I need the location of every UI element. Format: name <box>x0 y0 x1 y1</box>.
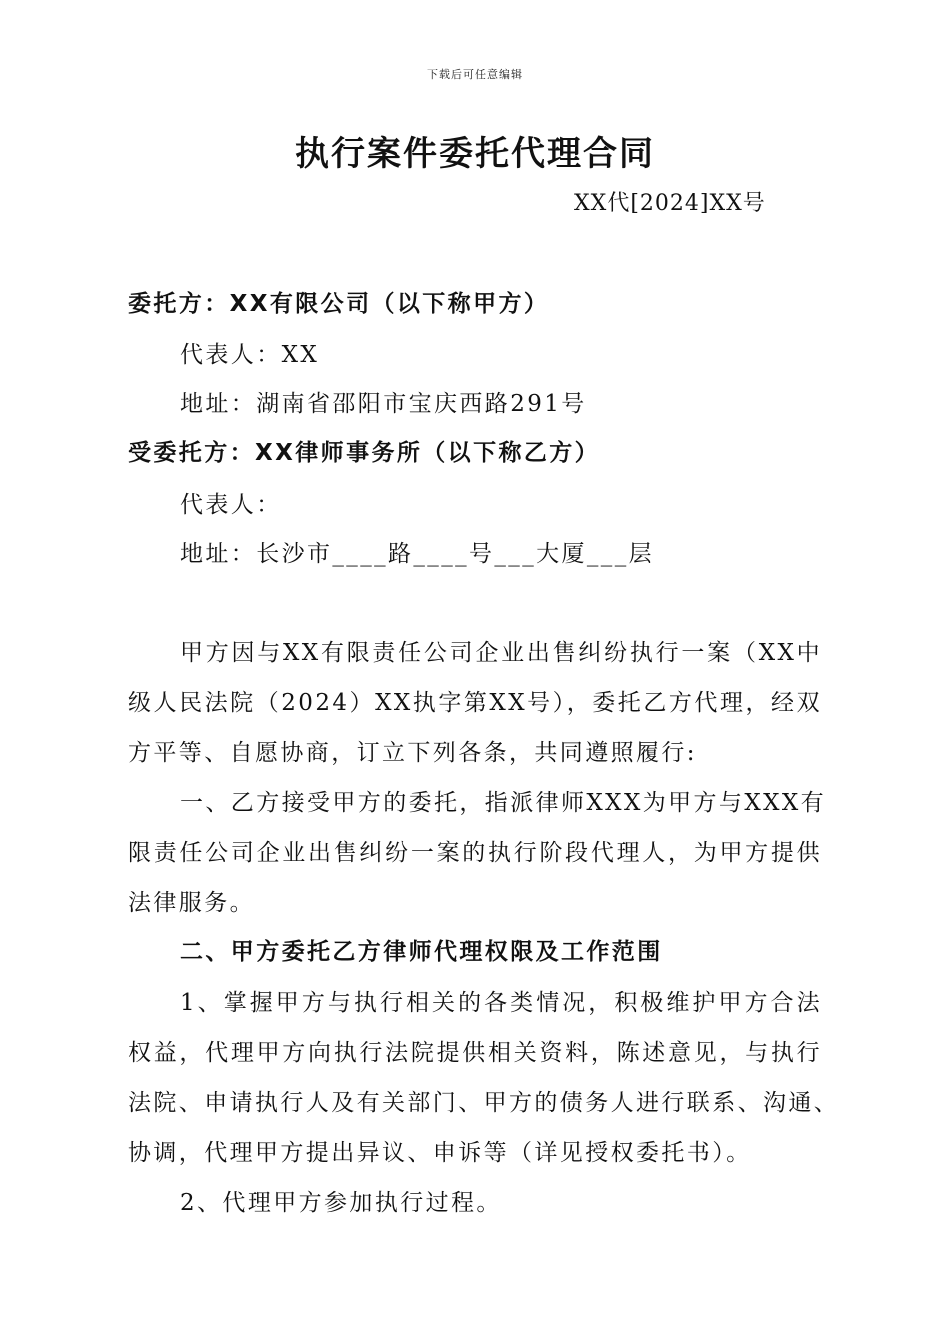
intro-paragraph-line-2: 级人民法院（2024）XX执字第XX号），委托乙方代理，经双 <box>128 690 822 716</box>
article-1-line-2: 限责任公司企业出售纠纷一案的执行阶段代理人，为甲方提供 <box>128 840 822 866</box>
agent-address: 地址：长沙市____路____号___大厦___层 <box>180 541 654 567</box>
agent-representative: 代表人： <box>180 492 282 518</box>
article-2-heading: 二、甲方委托乙方律师代理权限及工作范围 <box>180 939 663 965</box>
header-note: 下载后可任意编辑 <box>427 68 523 81</box>
client-representative: 代表人：XX <box>180 342 320 368</box>
item-1-line-1: 1、掌握甲方与执行相关的各类情况，积极维护甲方合法 <box>180 990 822 1016</box>
item-2-line-1: 2、代理甲方参加执行过程。 <box>180 1190 502 1216</box>
document-number: XX代[2024]XX号 <box>574 191 766 216</box>
item-1-line-3: 法院、申请执行人及有关部门、甲方的债务人进行联系、沟通、 <box>128 1090 840 1116</box>
article-1-line-1: 一、乙方接受甲方的委托，指派律师XXX为甲方与XXX有 <box>180 790 827 816</box>
intro-paragraph-line-1: 甲方因与XX有限责任公司企业出售纠纷执行一案（XX中 <box>180 640 822 666</box>
page-title: 执行案件委托代理合同 <box>295 134 655 174</box>
intro-paragraph-line-3: 方平等、自愿协商，订立下列各条，共同遵照履行: <box>128 740 697 766</box>
agent-line: 受委托方：XX律师事务所（以下称乙方） <box>128 440 601 466</box>
item-1-line-2: 权益，代理甲方向执行法院提供相关资料，陈述意见，与执行 <box>128 1040 822 1066</box>
item-1-line-4: 协调，代理甲方提出异议、申诉等（详见授权委托书）。 <box>128 1140 752 1166</box>
client-line: 委托方：XX有限公司（以下称甲方） <box>128 291 550 317</box>
article-1-line-3: 法律服务。 <box>128 890 255 916</box>
client-address: 地址：湖南省邵阳市宝庆西路291号 <box>180 391 587 417</box>
